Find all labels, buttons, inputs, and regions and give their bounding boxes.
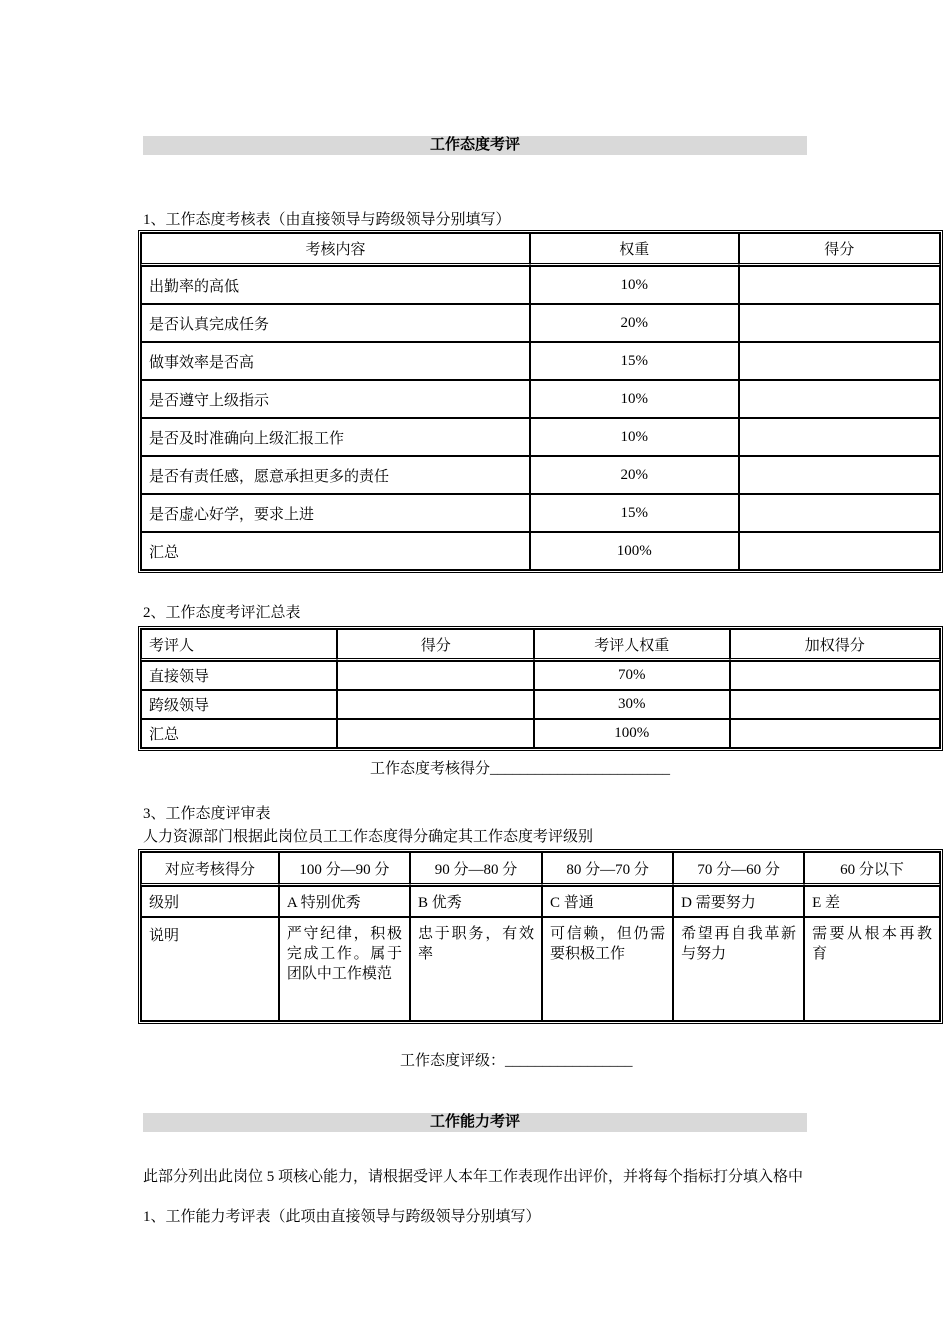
weight-cell: 20% <box>530 304 739 342</box>
item-cell: 是否遵守上级指示 <box>141 380 530 418</box>
score-cell[interactable] <box>739 494 941 532</box>
attitude-rating-blank[interactable]: _________________ <box>505 1053 633 1069</box>
reviewer-cell: 跨级领导 <box>141 690 337 719</box>
section-title-attitude: 工作态度考评 <box>143 136 807 155</box>
description-cell: 需要从根本再教育 <box>804 917 940 1021</box>
item-cell: 是否及时准确向上级汇报工作 <box>141 418 530 456</box>
level-cell: B 优秀 <box>410 886 542 917</box>
section-title-ability: 工作能力考评 <box>143 1113 807 1132</box>
score-cell[interactable] <box>337 719 533 748</box>
reviewer-cell: 直接领导 <box>141 661 337 690</box>
score-cell[interactable] <box>337 690 533 719</box>
attitude-score-line <box>370 759 670 779</box>
weight-cell: 15% <box>530 494 739 532</box>
table-header-row <box>141 233 940 266</box>
table3-subcaption: 人力资源部门根据此岗位员工工作态度得分确定其工作态度考评级别 <box>143 829 594 845</box>
weight-cell: 15% <box>530 342 739 380</box>
table-row <box>141 266 940 304</box>
header-cell: 考评人权重 <box>534 629 730 661</box>
description-cell: 忠于职务，有效率 <box>410 917 542 1021</box>
header-cell: 加权得分 <box>730 629 940 661</box>
attitude-rating-label: 工作态度评级： <box>400 1053 506 1069</box>
weighted-score-cell[interactable] <box>730 661 940 690</box>
header-cell: 90 分—80 分 <box>410 852 542 886</box>
table-row <box>141 380 940 418</box>
level-cell: E 差 <box>804 886 940 917</box>
item-cell: 汇总 <box>141 532 530 570</box>
header-cell: 考评人 <box>141 629 337 661</box>
header-cell: 考核内容 <box>141 233 530 266</box>
table1-caption: 1、工作态度考核表（由直接领导与跨级领导分别填写） <box>143 212 511 228</box>
table-row-description <box>141 917 940 1021</box>
header-cell: 100 分—90 分 <box>279 852 410 886</box>
attitude-score-label: 工作态度考核得分 <box>370 761 491 777</box>
item-cell: 是否有责任感，愿意承担更多的责任 <box>141 456 530 494</box>
table-row-total <box>141 719 940 748</box>
attitude-assessment-table <box>138 230 943 573</box>
attitude-rating-table <box>138 849 943 1024</box>
table3-caption: 3、工作态度评审表 <box>143 806 271 822</box>
level-cell: A 特别优秀 <box>279 886 410 917</box>
score-cell[interactable] <box>739 418 941 456</box>
row-label-cell: 级别 <box>141 886 279 917</box>
header-cell: 60 分以下 <box>804 852 940 886</box>
header-cell: 70 分—60 分 <box>673 852 804 886</box>
weight-cell: 70% <box>534 661 730 690</box>
table-row <box>141 494 940 532</box>
attitude-rating-line <box>400 1051 633 1071</box>
header-cell: 得分 <box>337 629 533 661</box>
weight-cell: 10% <box>530 266 739 304</box>
table-row-level <box>141 886 940 917</box>
weight-cell: 10% <box>530 418 739 456</box>
score-cell[interactable] <box>739 266 941 304</box>
reviewer-cell: 汇总 <box>141 719 337 748</box>
weighted-score-cell[interactable] <box>730 719 940 748</box>
row-label-cell: 说明 <box>141 917 279 1021</box>
table-row <box>141 304 940 342</box>
table-row <box>141 418 940 456</box>
header-cell: 权重 <box>530 233 739 266</box>
description-cell: 希望再自我革新与努力 <box>673 917 804 1021</box>
weight-cell: 100% <box>530 532 739 570</box>
score-cell[interactable] <box>739 532 941 570</box>
description-cell: 可信赖，但仍需要积极工作 <box>542 917 673 1021</box>
level-cell: C 普通 <box>542 886 673 917</box>
item-cell: 出勤率的高低 <box>141 266 530 304</box>
score-cell[interactable] <box>739 342 941 380</box>
score-cell[interactable] <box>739 304 941 342</box>
score-cell[interactable] <box>337 661 533 690</box>
table-row <box>141 661 940 690</box>
weight-cell: 30% <box>534 690 730 719</box>
ability-intro: 此部分列出此岗位 5 项核心能力，请根据受评人本年工作表现作出评价，并将每个指标打分填入格中 <box>143 1169 804 1185</box>
ability-table-caption: 1、工作能力考评表（此项由直接领导与跨级领导分别填写） <box>143 1209 541 1225</box>
table-row-total <box>141 532 940 570</box>
table-row <box>141 456 940 494</box>
score-cell[interactable] <box>739 380 941 418</box>
description-cell: 严守纪律，积极完成工作。属于团队中工作模范 <box>279 917 410 1021</box>
header-cell: 对应考核得分 <box>141 852 279 886</box>
header-cell: 80 分—70 分 <box>542 852 673 886</box>
table-header-row <box>141 852 940 886</box>
table-header-row <box>141 629 940 661</box>
item-cell: 做事效率是否高 <box>141 342 530 380</box>
header-cell: 得分 <box>739 233 941 266</box>
level-cell: D 需要努力 <box>673 886 804 917</box>
item-cell: 是否认真完成任务 <box>141 304 530 342</box>
attitude-summary-table <box>138 626 943 751</box>
attitude-score-blank[interactable]: ________________________ <box>490 761 671 777</box>
table-row <box>141 342 940 380</box>
weighted-score-cell[interactable] <box>730 690 940 719</box>
weight-cell: 20% <box>530 456 739 494</box>
table2-caption: 2、工作态度考评汇总表 <box>143 605 301 621</box>
item-cell: 是否虚心好学，要求上进 <box>141 494 530 532</box>
weight-cell: 100% <box>534 719 730 748</box>
weight-cell: 10% <box>530 380 739 418</box>
score-cell[interactable] <box>739 456 941 494</box>
table-row <box>141 690 940 719</box>
